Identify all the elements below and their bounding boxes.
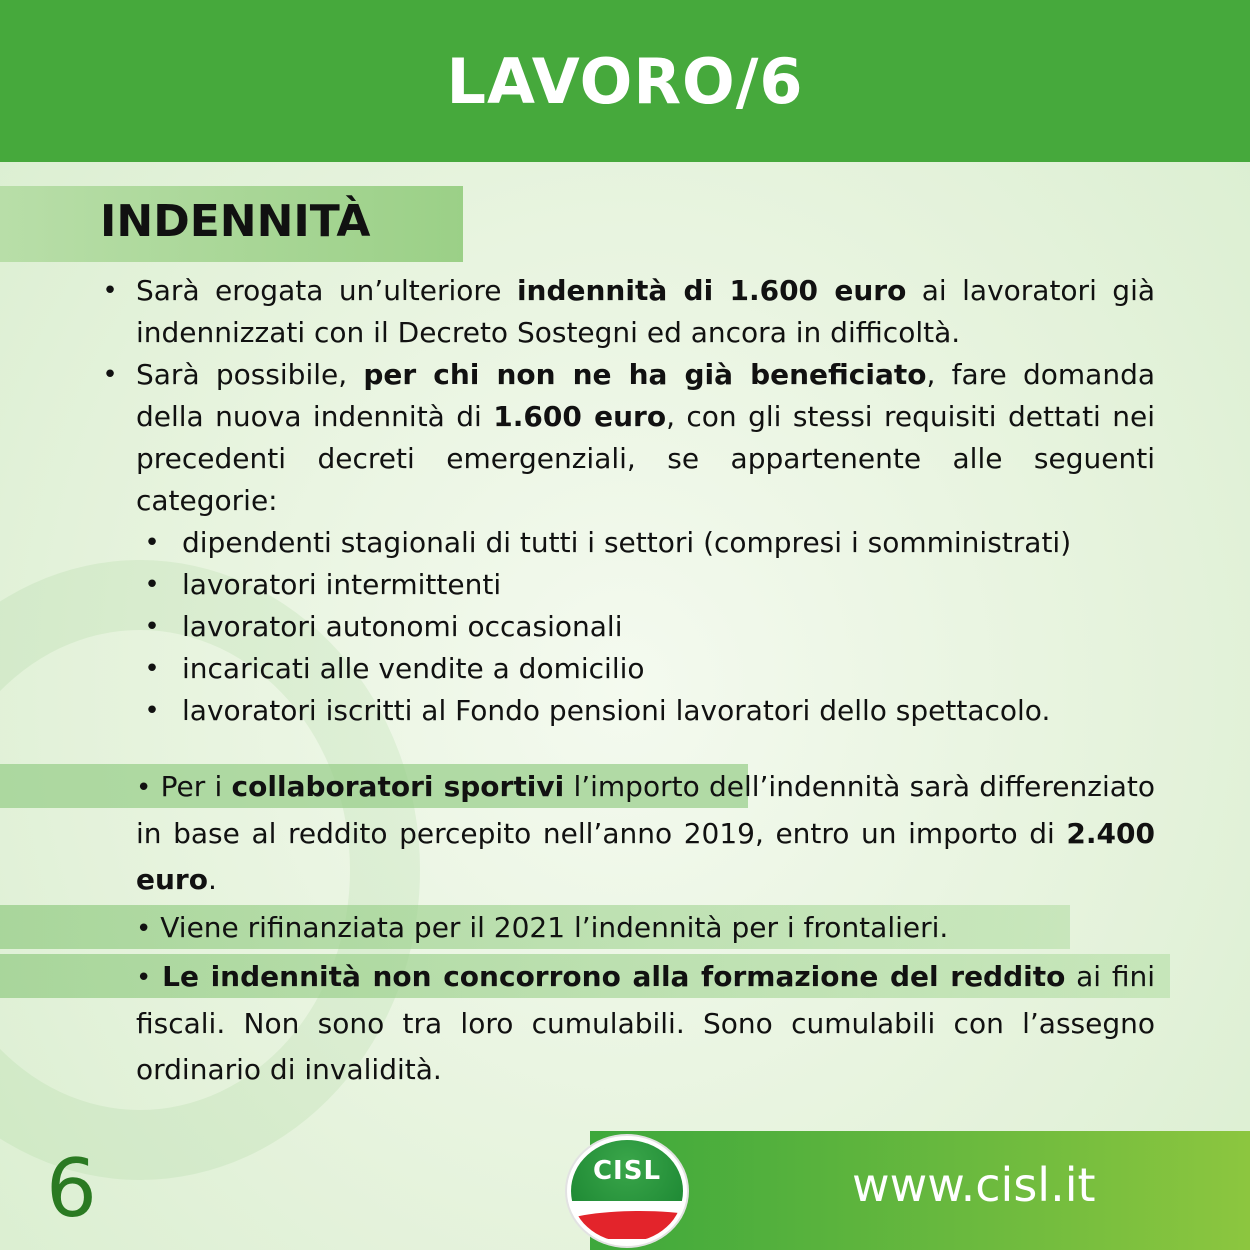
- page-title: LAVORO/6: [446, 44, 804, 118]
- list-item: [100, 354, 1155, 522]
- category-text: lavoratori iscritti al Fondo pensioni lavoratori dello spettacolo.: [182, 694, 1051, 727]
- spacer: [100, 732, 1155, 764]
- item-text: , fare domanda della nuova indennità di: [136, 358, 1155, 433]
- category-text: incaricati alle vendite a domicilio: [182, 652, 645, 685]
- item-text: Sarà possibile,: [136, 358, 364, 391]
- item-text: Viene rifinanziata per il 2021 l’indennità per i frontalieri.: [160, 911, 949, 944]
- item-bold-text: Le indennità non concorrono alla formazione del reddito: [162, 960, 1066, 993]
- list-item: [100, 905, 1155, 952]
- item-bold-text: 1.600 euro: [493, 400, 667, 433]
- bullet-icon: •: [144, 654, 160, 684]
- sub-list-item: [100, 606, 1155, 648]
- bullet-icon: •: [144, 612, 160, 642]
- item-bold-text: collaboratori sportivi: [231, 770, 565, 803]
- item-text: ai fini fiscali. Non sono tra loro cumulabili. Sono cumulabili con l’assegno ordinario di invalidità.: [136, 960, 1156, 1086]
- section-title: INDENNITÀ: [100, 196, 371, 247]
- item-text: , con gli stessi requisiti dettati nei precedenti decreti emergenziali, se appartenente alle seguenti categorie:: [136, 400, 1156, 517]
- logo-text: CISL: [571, 1140, 683, 1201]
- item-text: ai lavoratori già indennizzati con il Decreto Sostegni ed ancora in difficoltà.: [136, 274, 1156, 349]
- page-number: 6: [46, 1142, 97, 1235]
- logo-red-stripe: [567, 1211, 687, 1239]
- bullet-icon: •: [136, 773, 152, 803]
- sub-list-item: [100, 564, 1155, 606]
- category-text: lavoratori autonomi occasionali: [182, 610, 623, 643]
- item-bold-text: per chi non ne ha già beneficiato: [363, 358, 927, 391]
- list-item: [100, 764, 1155, 903]
- item-text: .: [207, 863, 217, 896]
- bullet-icon: •: [144, 570, 160, 600]
- category-text: dipendenti stagionali di tutti i settori (compresi i somministrati): [182, 526, 1072, 559]
- bullet-icon: •: [144, 528, 160, 558]
- list-item: [100, 270, 1155, 354]
- list-item: [100, 954, 1155, 1093]
- content-list: [100, 270, 1155, 1093]
- sub-list-item: [100, 690, 1155, 732]
- bullet-icon: •: [136, 963, 152, 993]
- category-text: lavoratori intermittenti: [182, 568, 502, 601]
- sub-list-item: [100, 648, 1155, 690]
- bullet-icon: •: [144, 696, 160, 726]
- cisl-logo: [567, 1136, 687, 1246]
- header-bar: [0, 0, 1250, 162]
- bullet-icon: •: [102, 360, 118, 390]
- item-bold-text: indennità di 1.600 euro: [516, 274, 907, 307]
- sub-list-item: [100, 522, 1155, 564]
- website-link[interactable]: www.cisl.it: [852, 1158, 1096, 1212]
- item-bold-text: 2.400 euro: [136, 817, 1155, 896]
- item-text: Sarà erogata un’ulteriore: [136, 274, 517, 307]
- bullet-icon: •: [102, 276, 118, 306]
- bullet-icon: •: [136, 914, 152, 944]
- item-text: Per i: [160, 770, 232, 803]
- item-text: l’importo dell’indennità sarà differenziato in base al reddito percepito nell’anno 2019, entro un importo di: [136, 770, 1155, 850]
